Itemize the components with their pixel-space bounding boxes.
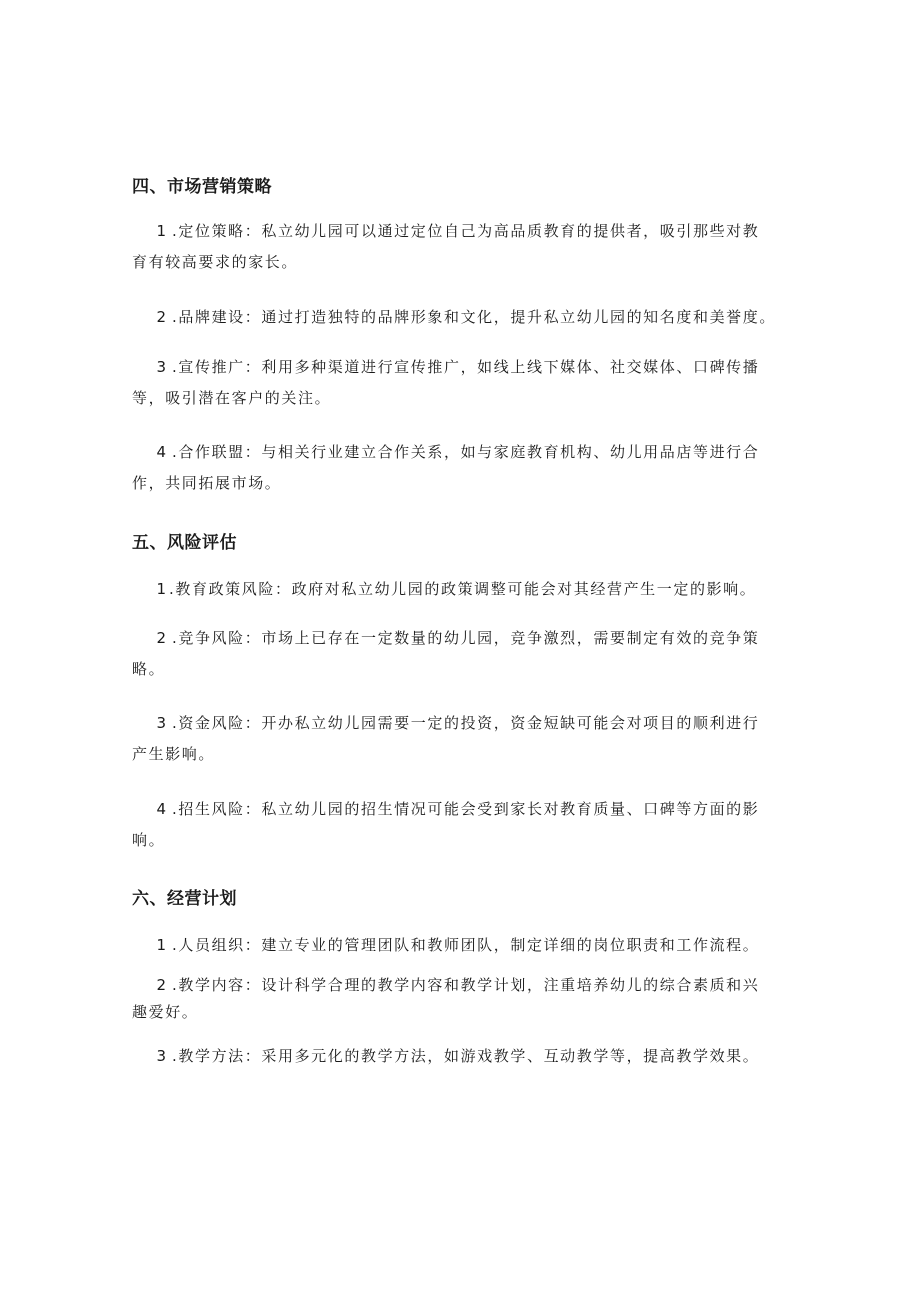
item-number: 4 bbox=[156, 800, 166, 818]
item-text-continued: 响。 bbox=[132, 831, 166, 849]
section-heading-risk: 五、风险评估 bbox=[132, 533, 237, 553]
list-item bbox=[132, 708, 794, 770]
list-item bbox=[132, 352, 794, 414]
item-number: 1 bbox=[156, 580, 166, 598]
item-text: .招生风险：私立幼儿园的招生情况可能会受到家长对教育质量、口碑等方面的影 bbox=[172, 800, 760, 818]
section-heading-marketing: 四、市场营销策略 bbox=[132, 177, 272, 197]
item-text: .宣传推广：利用多种渠道进行宣传推广，如线上线下媒体、社交媒体、口碑传播 bbox=[172, 358, 760, 376]
list-item bbox=[132, 216, 794, 278]
list-item bbox=[132, 930, 794, 961]
list-item bbox=[132, 623, 794, 685]
item-number: 2 bbox=[156, 629, 166, 647]
item-text: .定位策略：私立幼儿园可以通过定位自己为高品质教育的提供者，吸引那些对教 bbox=[172, 222, 760, 240]
item-text: .竞争风险：市场上已存在一定数量的幼儿园，竞争激烈，需要制定有效的竞争策 bbox=[172, 629, 760, 647]
item-number: 1 bbox=[156, 936, 166, 954]
list-item bbox=[132, 574, 794, 605]
item-text-continued: 育有较高要求的家长。 bbox=[132, 253, 299, 271]
item-text: .人员组织：建立专业的管理团队和教师团队，制定详细的岗位职责和工作流程。 bbox=[172, 936, 760, 954]
item-number: 1 bbox=[156, 222, 166, 240]
item-text: .品牌建设：通过打造独特的品牌形象和文化，提升私立幼儿园的知名度和美誉度。 bbox=[172, 308, 776, 326]
item-text: .合作联盟：与相关行业建立合作关系，如与家庭教育机构、幼儿用品店等进行合 bbox=[172, 443, 760, 461]
item-text: .资金风险：开办私立幼儿园需要一定的投资，资金短缺可能会对项目的顺利进行 bbox=[172, 714, 760, 732]
item-text: .教学内容：设计科学合理的教学内容和教学计划，注重培养幼儿的综合素质和兴 bbox=[172, 976, 760, 994]
list-item bbox=[132, 794, 794, 856]
list-item bbox=[132, 1041, 794, 1072]
list-item bbox=[132, 302, 794, 333]
item-text-continued: 作，共同拓展市场。 bbox=[132, 474, 282, 492]
item-text-continued: 等，吸引潜在客户的关注。 bbox=[132, 389, 332, 407]
item-number: 2 bbox=[156, 976, 166, 994]
item-text-continued: 趣爱好。 bbox=[132, 1003, 199, 1021]
item-text: .教学方法：采用多元化的教学方法，如游戏教学、互动教学等，提高教学效果。 bbox=[172, 1047, 760, 1065]
section-heading-operation: 六、经营计划 bbox=[132, 889, 237, 909]
item-number: 3 bbox=[156, 358, 166, 376]
item-number: 3 bbox=[156, 714, 166, 732]
item-number: 2 bbox=[156, 308, 166, 326]
list-item bbox=[132, 970, 794, 1028]
item-number: 3 bbox=[156, 1047, 166, 1065]
item-text-continued: 产生影响。 bbox=[132, 745, 216, 763]
item-text-continued: 略。 bbox=[132, 660, 166, 678]
item-text: .教育政策风险：政府对私立幼儿园的政策调整可能会对其经营产生一定的影响。 bbox=[169, 580, 757, 598]
list-item bbox=[132, 437, 794, 499]
item-number: 4 bbox=[156, 443, 166, 461]
